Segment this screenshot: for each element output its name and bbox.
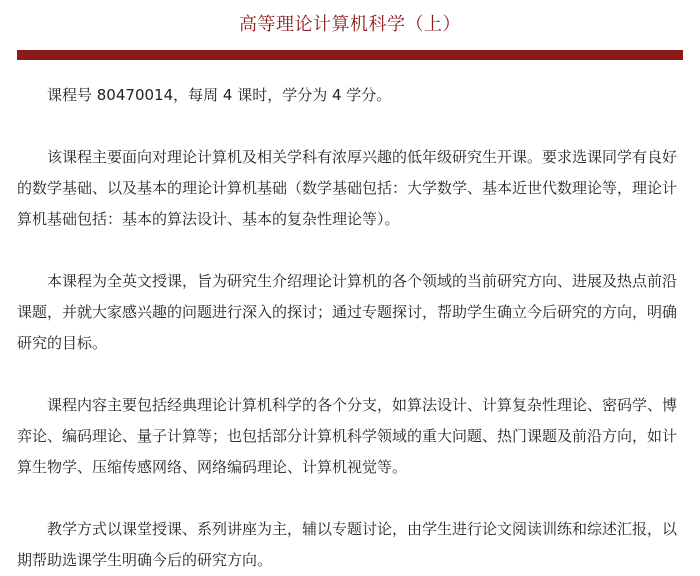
paragraph-teaching-method: 教学方式以课堂授课、系列讲座为主，辅以专题讨论，由学生进行论文阅读训练和综述汇报，以期帮助选课学生明确今后的研究方向。: [17, 520, 678, 569]
paragraph-content: 课程内容主要包括经典理论计算机科学的各个分支，如算法设计、计算复杂性理论、密码学、博弈论、编码理论、量子计算等；也包括部分计算机科学领域的重大问题、热门课题及前沿方向，如计算生物学、压缩传感网络、网络编码理论、计算机视觉等。: [17, 396, 678, 476]
title-divider: [17, 50, 683, 60]
paragraph-teaching-language: 本课程为全英文授课，旨为研究生介绍理论计算机的各个领域的当前研究方向、进展及热点前沿课题，并就大家感兴趣的问题进行深入的探讨；通过专题探讨，帮助学生确立今后研究的方向，明确研究的目标。: [17, 272, 678, 352]
paragraph-audience: 该课程主要面向对理论计算机及相关学科有浓厚兴趣的低年级研究生开课。要求选课同学有良好的数学基础、以及基本的理论计算机基础（数学基础包括：大学数学、基本近世代数理论等，理论计算机基础包括：基本的算法设计、基本的复杂性理论等）。: [17, 148, 678, 228]
course-description: [17, 80, 683, 576]
page-title: 高等理论计算机科学（上）: [239, 14, 461, 35]
paragraph-course-info: 课程号 80470014，每周 4 课时，学分为 4 学分。: [47, 86, 392, 104]
